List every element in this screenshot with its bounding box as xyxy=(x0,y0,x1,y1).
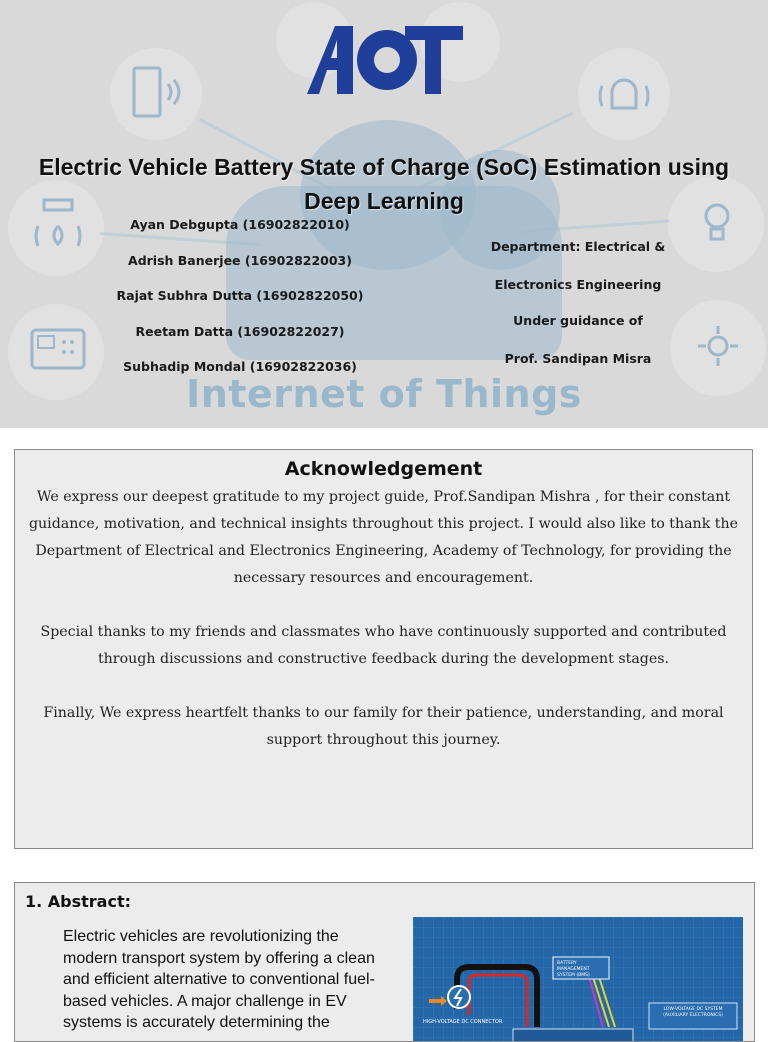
author-name: Reetam Datta (16902822027) xyxy=(135,323,345,339)
abstract-heading: 1. Abstract: xyxy=(25,892,132,911)
alarm-bell-icon xyxy=(596,68,652,120)
bms-label: BATTERY MANAGEMENT SYSTEM (BMS) xyxy=(557,961,590,978)
lv-system-label: LOW-VOLTAGE DC SYSTEM (AUXILIARY ELECTRONICS) xyxy=(663,1007,723,1018)
author-name: Subhadip Mondal (16902822036) xyxy=(123,359,357,374)
acknowledgement-paragraph: We express our deepest gratitude to my project guide, Prof.Sandipan Mishra , for their constant guidance, motivation, and technical insights throughout this project. I would also like to thank the Department of Electrical and Electronics Engineering, Academy of Technology, for providing the necessary resources and encouragement. xyxy=(28,489,739,586)
acknowledgement-paragraph: Special thanks to my friends and classmates who have continuously supported and contributed through discussions and constructive feedback during the development stages. xyxy=(40,624,727,667)
cover-banner xyxy=(0,0,768,428)
department-line: Department: Electrical & xyxy=(490,239,666,254)
guide-name: Prof. Sandipan Misra xyxy=(504,351,652,366)
keypad-icon xyxy=(28,322,88,374)
hv-connector-label: HIGH-VOLTAGE DC CONNECTOR xyxy=(423,1019,503,1025)
author-name: Rajat Subhra Dutta (16902822050) xyxy=(116,288,364,303)
acknowledgement-paragraph: Finally, We express heartfelt thanks to our family for their patience, understanding, and moral support throughout this journey. xyxy=(43,705,724,748)
author-name: Adrish Banerjee (16902822003) xyxy=(128,252,352,268)
climate-control-icon xyxy=(692,320,744,372)
iot-caption: Internet of Things xyxy=(186,372,582,416)
department-line: Electronics Engineering xyxy=(494,277,662,292)
acknowledgement-section xyxy=(14,449,753,849)
guidance-label: Under guidance of xyxy=(513,313,643,328)
abstract-text: Electric vehicles are revolutionizing the modern transport system by offering a clean and efficient alternative to conventional fuel-based vehicles. A major challenge in EV systems is accurately determining the xyxy=(63,928,375,1031)
acknowledgement-body xyxy=(25,484,742,781)
department-info xyxy=(478,236,678,386)
acknowledgement-heading: Acknowledgement xyxy=(284,458,483,480)
author-list xyxy=(110,214,370,392)
aot-logo xyxy=(305,24,465,96)
author-name: Ayan Debgupta (16902822010) xyxy=(130,217,350,232)
door-sensor-icon xyxy=(130,64,186,122)
report-title: Electric Vehicle Battery State of Charge (SoC) Estimation using Deep Learning xyxy=(38,154,730,214)
ev-battery-diagram xyxy=(413,917,743,1042)
abstract-section xyxy=(14,882,755,1042)
